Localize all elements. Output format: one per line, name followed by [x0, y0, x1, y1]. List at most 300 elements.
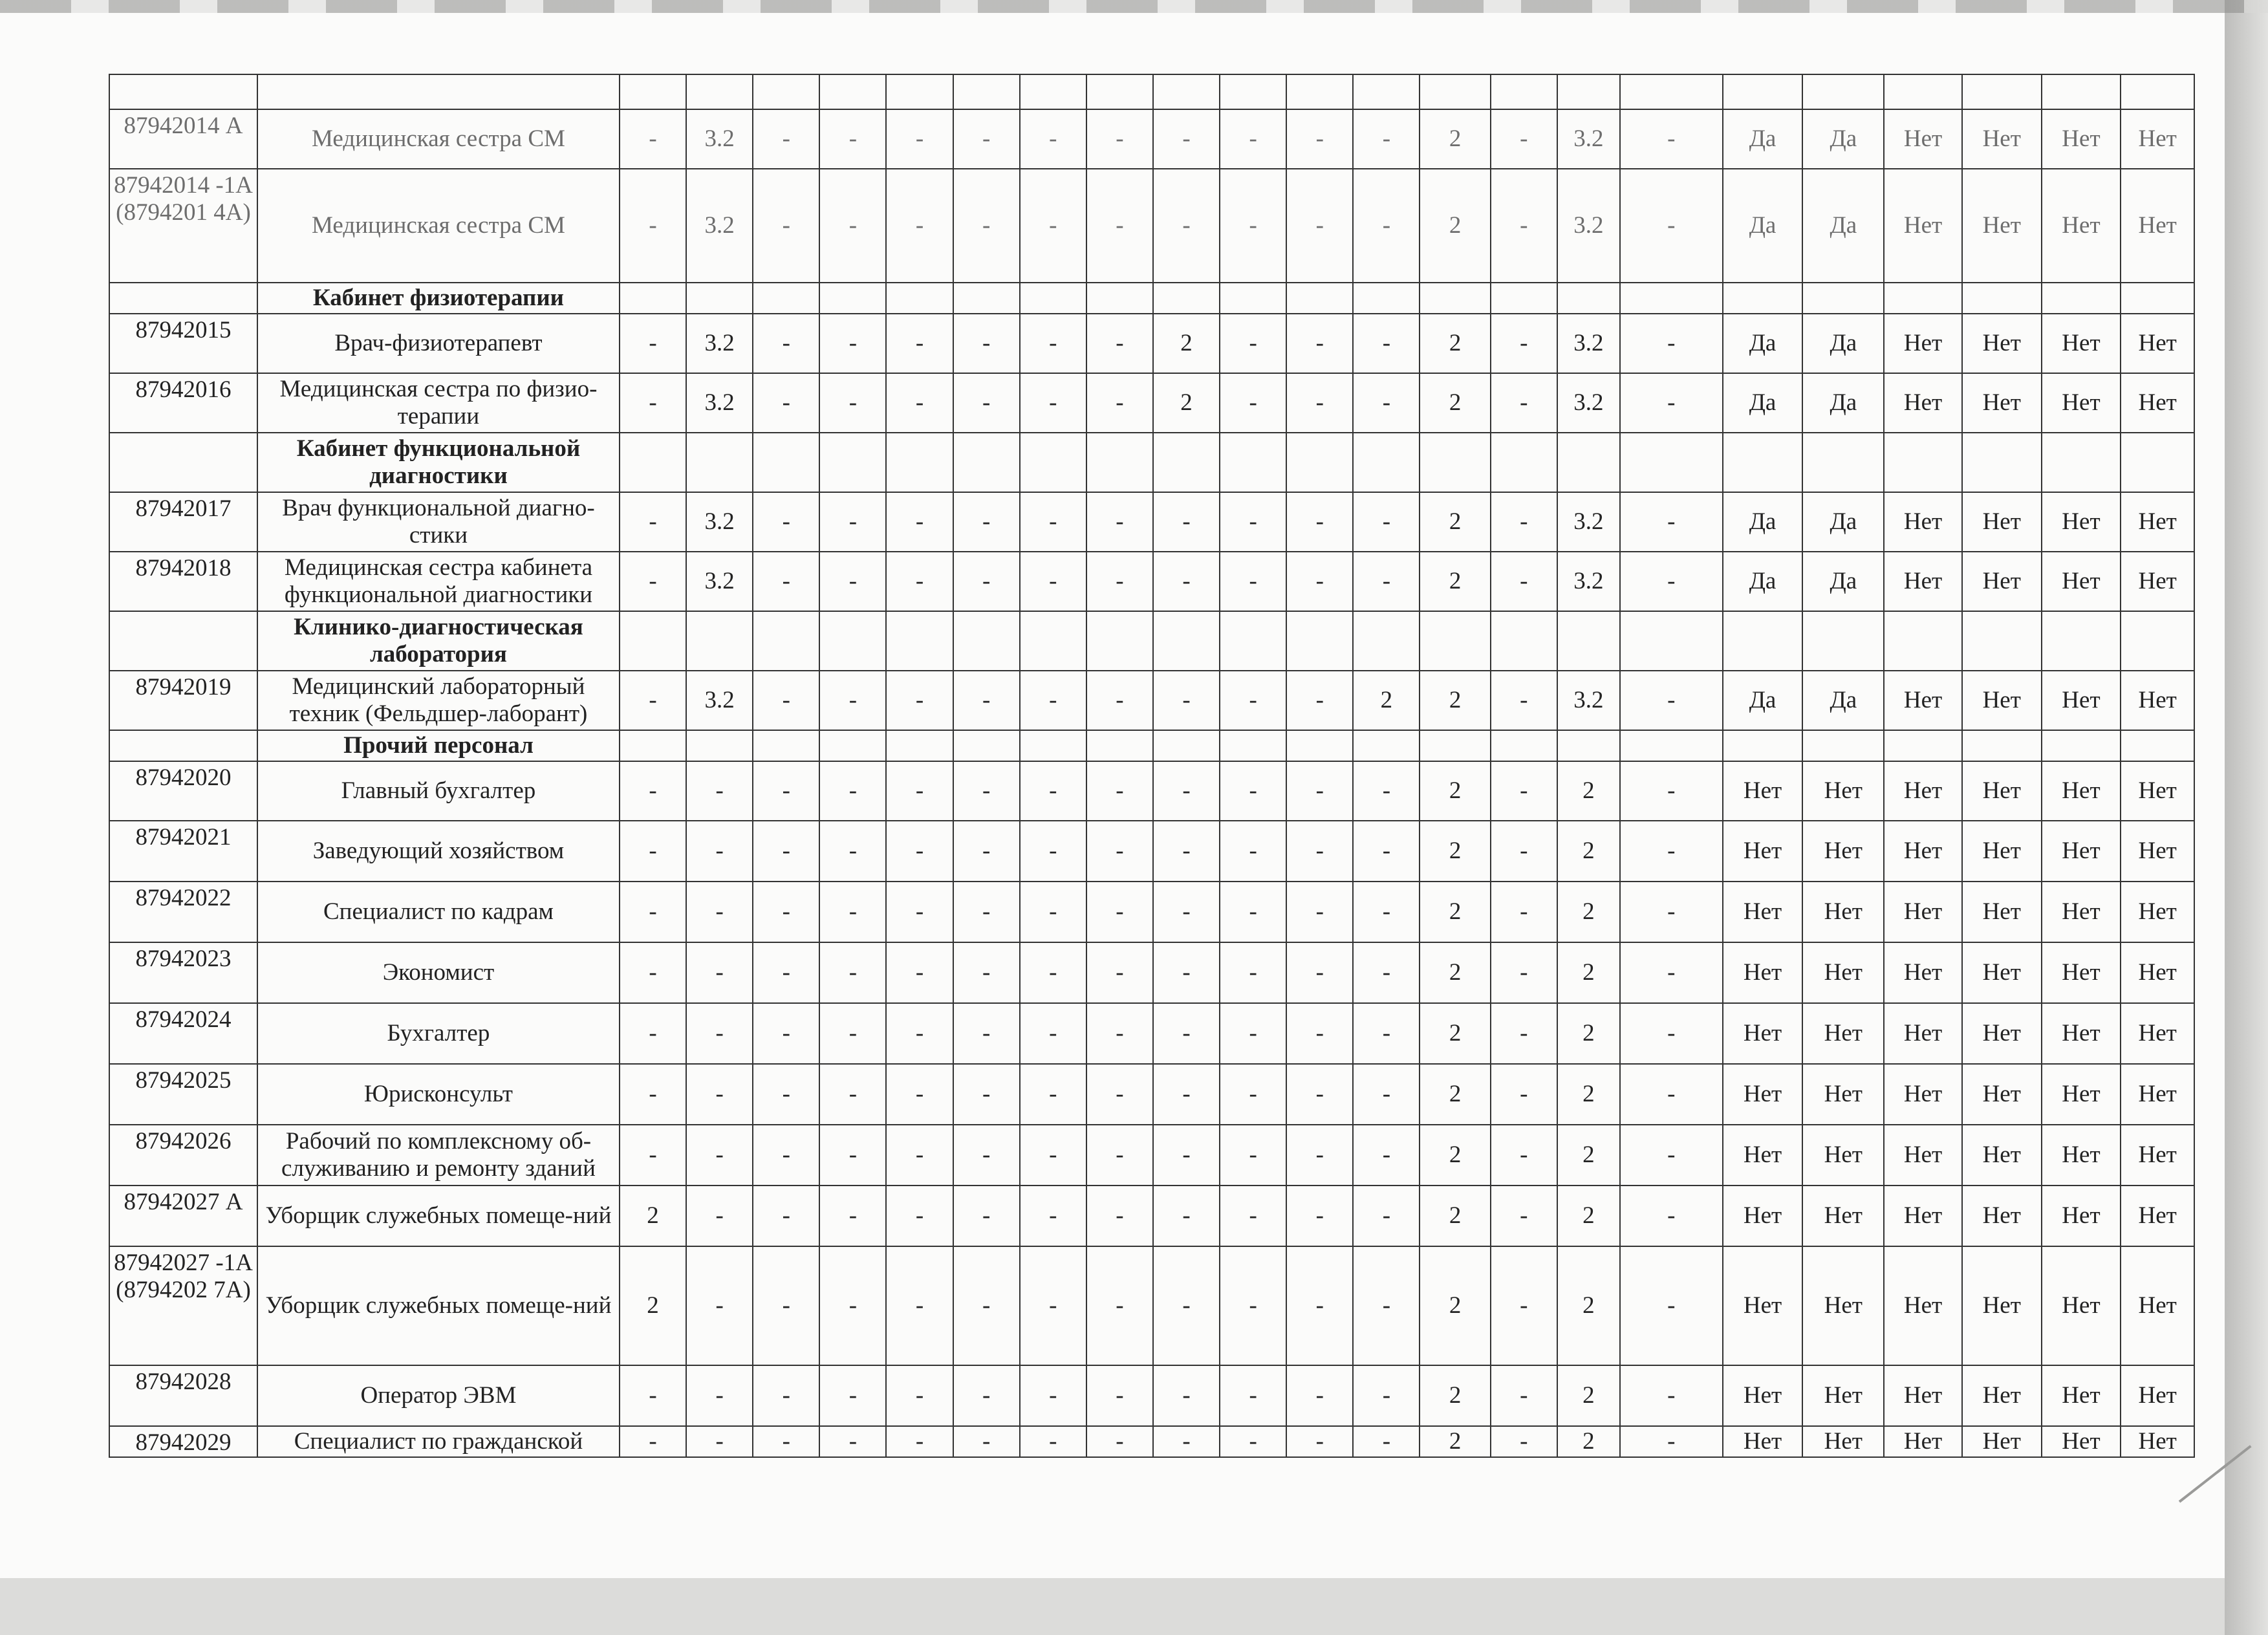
value-cell: Нет [1802, 1365, 1884, 1426]
value-cell: - [1086, 373, 1153, 433]
value-cell: - [620, 821, 686, 882]
value-cell: Нет [1802, 821, 1884, 882]
value-cell: 3.2 [1557, 552, 1620, 611]
value-cell [1086, 433, 1153, 492]
value-cell: - [819, 314, 886, 373]
value-cell: Нет [1802, 761, 1884, 821]
value-cell: Нет [2042, 1125, 2121, 1186]
value-cell [2042, 74, 2121, 109]
value-cell: - [1220, 314, 1286, 373]
value-cell [686, 74, 753, 109]
value-cell: - [1086, 109, 1153, 169]
value-cell: - [1220, 492, 1286, 552]
value-cell [1220, 611, 1286, 671]
value-cell [886, 611, 953, 671]
value-cell: - [1286, 821, 1353, 882]
workplace-code-cell: 87942027 А [109, 1186, 257, 1246]
table-row [109, 314, 2194, 373]
value-cell: - [1153, 109, 1220, 169]
value-cell: - [620, 492, 686, 552]
value-cell: Нет [2042, 671, 2121, 730]
value-cell: - [953, 373, 1020, 433]
value-cell: Нет [2121, 1246, 2194, 1365]
value-cell: - [753, 109, 819, 169]
value-cell: Нет [2121, 761, 2194, 821]
job-title-cell: Медицинская сестра СМ [257, 109, 620, 169]
value-cell: - [1353, 109, 1420, 169]
table-row [109, 552, 2194, 611]
value-cell: - [1020, 373, 1086, 433]
value-cell: Нет [1723, 1365, 1803, 1426]
value-cell: 3.2 [686, 314, 753, 373]
value-cell: - [1353, 1426, 1420, 1457]
value-cell: - [1286, 761, 1353, 821]
job-title-cell: Врач-физиотерапевт [257, 314, 620, 373]
value-cell: - [1353, 761, 1420, 821]
value-cell: Нет [1802, 1125, 1884, 1186]
value-cell: Нет [1802, 1064, 1884, 1125]
value-cell: 3.2 [1557, 109, 1620, 169]
value-cell: Нет [2042, 1186, 2121, 1246]
value-cell [2121, 611, 2194, 671]
value-cell [1557, 611, 1620, 671]
value-cell: - [1020, 1246, 1086, 1365]
table-row [109, 882, 2194, 942]
value-cell: - [1353, 882, 1420, 942]
value-cell [1802, 730, 1884, 761]
value-cell: - [1086, 761, 1153, 821]
value-cell: Нет [1884, 169, 1962, 283]
value-cell [1353, 74, 1420, 109]
value-cell: - [1086, 1003, 1153, 1064]
value-cell: 2 [1557, 1003, 1620, 1064]
value-cell [1557, 433, 1620, 492]
value-cell: - [953, 1003, 1020, 1064]
value-cell [1557, 730, 1620, 761]
value-cell [1220, 730, 1286, 761]
value-cell: Нет [1962, 1246, 2042, 1365]
value-cell: - [686, 1003, 753, 1064]
value-cell: - [1153, 169, 1220, 283]
value-cell: - [1286, 169, 1353, 283]
value-cell: 2 [1557, 1125, 1620, 1186]
value-cell: - [1620, 1064, 1723, 1125]
value-cell: - [1153, 1186, 1220, 1246]
value-cell: - [886, 492, 953, 552]
value-cell: - [1491, 942, 1557, 1003]
job-title-cell: Медицинская сестра СМ [257, 169, 620, 283]
value-cell [1353, 283, 1420, 314]
job-title-cell: Специалист по гражданской [257, 1426, 620, 1457]
value-cell: - [1153, 552, 1220, 611]
value-cell [1884, 74, 1962, 109]
value-cell: Нет [2121, 1426, 2194, 1457]
value-cell: Нет [2121, 552, 2194, 611]
value-cell: - [1620, 1125, 1723, 1186]
value-cell: 2 [1557, 882, 1620, 942]
value-cell: - [753, 1064, 819, 1125]
value-cell: - [1286, 1426, 1353, 1457]
value-cell: - [1020, 942, 1086, 1003]
section-header-row [109, 730, 2194, 761]
table-row [109, 671, 2194, 730]
value-cell: - [1286, 109, 1353, 169]
value-cell [1153, 74, 1220, 109]
value-cell: Нет [1802, 1246, 1884, 1365]
value-cell: - [953, 314, 1020, 373]
value-cell [1962, 433, 2042, 492]
value-cell: - [819, 1003, 886, 1064]
value-cell [1086, 74, 1153, 109]
value-cell: - [1153, 1426, 1220, 1457]
value-cell: Нет [2042, 552, 2121, 611]
value-cell: - [686, 821, 753, 882]
value-cell: - [886, 1365, 953, 1426]
value-cell: - [819, 1246, 886, 1365]
value-cell: - [819, 492, 886, 552]
value-cell: - [1353, 1003, 1420, 1064]
value-cell: - [886, 1125, 953, 1186]
value-cell [953, 283, 1020, 314]
value-cell [1491, 611, 1557, 671]
value-cell: - [620, 671, 686, 730]
value-cell: - [819, 1426, 886, 1457]
value-cell: Нет [1884, 761, 1962, 821]
table-row [109, 1426, 2194, 1457]
value-cell: - [953, 1246, 1020, 1365]
workplace-assessment-table [109, 74, 2195, 1458]
workplace-code-cell: 87942016 [109, 373, 257, 433]
value-cell: Нет [2121, 492, 2194, 552]
value-cell: - [1620, 1426, 1723, 1457]
value-cell: Нет [2042, 942, 2121, 1003]
value-cell [1723, 283, 1803, 314]
value-cell: 2 [1557, 1426, 1620, 1457]
value-cell: - [1220, 1246, 1286, 1365]
value-cell: Нет [2042, 492, 2121, 552]
value-cell: - [1620, 1365, 1723, 1426]
value-cell: - [1620, 821, 1723, 882]
value-cell: Да [1802, 373, 1884, 433]
value-cell [1353, 433, 1420, 492]
job-title-cell: Оператор ЭВМ [257, 1365, 620, 1426]
value-cell: 3.2 [1557, 373, 1620, 433]
value-cell: 2 [1420, 1003, 1490, 1064]
value-cell [1802, 433, 1884, 492]
value-cell [1491, 433, 1557, 492]
value-cell: Нет [2121, 1186, 2194, 1246]
value-cell: - [1153, 821, 1220, 882]
value-cell: - [1491, 314, 1557, 373]
workplace-code-cell [109, 611, 257, 671]
value-cell: Нет [1884, 1426, 1962, 1457]
workplace-code-cell: 87942021 [109, 821, 257, 882]
value-cell [1086, 730, 1153, 761]
value-cell [686, 730, 753, 761]
value-cell: - [1220, 1426, 1286, 1457]
value-cell [753, 611, 819, 671]
value-cell: Нет [1884, 671, 1962, 730]
workplace-code-cell [109, 283, 257, 314]
value-cell: - [1620, 492, 1723, 552]
table-row [109, 1246, 2194, 1365]
value-cell: Да [1802, 671, 1884, 730]
value-cell: - [686, 882, 753, 942]
value-cell: - [1020, 821, 1086, 882]
value-cell: 2 [620, 1246, 686, 1365]
value-cell: Нет [2121, 1125, 2194, 1186]
value-cell: - [620, 169, 686, 283]
value-cell: - [753, 1125, 819, 1186]
table-row [109, 109, 2194, 169]
value-cell: 3.2 [686, 373, 753, 433]
value-cell: 2 [1420, 492, 1490, 552]
value-cell: 3.2 [686, 671, 753, 730]
value-cell: - [953, 1186, 1020, 1246]
value-cell: Нет [1962, 1365, 2042, 1426]
value-cell: - [1491, 169, 1557, 283]
value-cell: - [953, 492, 1020, 552]
value-cell: Нет [1962, 169, 2042, 283]
value-cell: Нет [1723, 882, 1803, 942]
value-cell: - [1153, 671, 1220, 730]
value-cell: - [1220, 882, 1286, 942]
table-row [109, 821, 2194, 882]
value-cell: - [1220, 671, 1286, 730]
value-cell: - [1353, 1186, 1420, 1246]
value-cell: - [1491, 109, 1557, 169]
value-cell: Нет [1962, 314, 2042, 373]
value-cell: Нет [1962, 882, 2042, 942]
value-cell: - [1620, 109, 1723, 169]
value-cell: - [753, 671, 819, 730]
value-cell: Нет [1723, 821, 1803, 882]
table-row [109, 1186, 2194, 1246]
value-cell [1557, 283, 1620, 314]
value-cell: - [1020, 671, 1086, 730]
value-cell: - [753, 1426, 819, 1457]
value-cell: 2 [1153, 314, 1220, 373]
value-cell: - [953, 821, 1020, 882]
value-cell: - [1353, 552, 1420, 611]
value-cell: 2 [1420, 761, 1490, 821]
value-cell [1802, 283, 1884, 314]
value-cell: - [1620, 1003, 1723, 1064]
value-cell: - [1620, 761, 1723, 821]
value-cell: Нет [2121, 882, 2194, 942]
value-cell [1420, 611, 1490, 671]
value-cell [1620, 283, 1723, 314]
value-cell [819, 283, 886, 314]
value-cell [1723, 730, 1803, 761]
value-cell: Нет [1884, 1125, 1962, 1186]
value-cell: - [886, 109, 953, 169]
value-cell: - [686, 761, 753, 821]
value-cell: - [1286, 552, 1353, 611]
value-cell: - [819, 882, 886, 942]
value-cell [819, 730, 886, 761]
value-cell: Нет [1962, 552, 2042, 611]
value-cell: Да [1802, 552, 1884, 611]
section-header-row [109, 611, 2194, 671]
value-cell: Нет [1884, 1003, 1962, 1064]
value-cell: - [686, 1246, 753, 1365]
value-cell: - [753, 373, 819, 433]
value-cell: Нет [1723, 1186, 1803, 1246]
value-cell: - [886, 1246, 953, 1365]
value-cell [1020, 74, 1086, 109]
value-cell: 3.2 [1557, 314, 1620, 373]
value-cell [753, 433, 819, 492]
value-cell: - [1286, 373, 1353, 433]
value-cell: Нет [1723, 1125, 1803, 1186]
value-cell: Нет [1723, 761, 1803, 821]
value-cell: 2 [1557, 1064, 1620, 1125]
value-cell: 2 [1420, 671, 1490, 730]
value-cell: - [819, 761, 886, 821]
value-cell: - [1620, 1186, 1723, 1246]
workplace-code-cell [109, 730, 257, 761]
value-cell: Нет [1802, 1186, 1884, 1246]
value-cell: - [886, 1064, 953, 1125]
value-cell [2042, 611, 2121, 671]
value-cell: - [1286, 1003, 1353, 1064]
table-row [109, 492, 2194, 552]
value-cell: - [886, 942, 953, 1003]
value-cell: 2 [1557, 821, 1620, 882]
value-cell: - [1020, 882, 1086, 942]
value-cell: - [753, 1186, 819, 1246]
value-cell: - [1220, 761, 1286, 821]
value-cell: - [1153, 492, 1220, 552]
value-cell: - [1491, 761, 1557, 821]
value-cell: - [753, 1003, 819, 1064]
value-cell: - [686, 1365, 753, 1426]
value-cell [1086, 283, 1153, 314]
value-cell [1491, 283, 1557, 314]
value-cell: - [1086, 314, 1153, 373]
value-cell: - [753, 1365, 819, 1426]
value-cell: - [1086, 821, 1153, 882]
value-cell: - [1020, 1125, 1086, 1186]
value-cell: - [1491, 821, 1557, 882]
value-cell: - [1220, 1003, 1286, 1064]
workplace-code-cell: 87942015 [109, 314, 257, 373]
value-cell: Да [1723, 169, 1803, 283]
value-cell: - [1020, 761, 1086, 821]
value-cell [1420, 433, 1490, 492]
value-cell: - [753, 761, 819, 821]
value-cell: - [886, 314, 953, 373]
value-cell [1153, 283, 1220, 314]
value-cell: Да [1723, 373, 1803, 433]
value-cell: Нет [2121, 109, 2194, 169]
table-row [109, 169, 2194, 283]
value-cell: - [753, 314, 819, 373]
value-cell [1620, 74, 1723, 109]
value-cell: - [1153, 1246, 1220, 1365]
value-cell: - [819, 373, 886, 433]
value-cell: 2 [1420, 552, 1490, 611]
value-cell: Нет [1884, 492, 1962, 552]
value-cell: - [1491, 373, 1557, 433]
value-cell [753, 730, 819, 761]
value-cell: Нет [1884, 942, 1962, 1003]
value-cell [1420, 74, 1490, 109]
value-cell: Нет [2121, 942, 2194, 1003]
value-cell [1020, 730, 1086, 761]
value-cell [886, 74, 953, 109]
value-cell: 2 [1353, 671, 1420, 730]
value-cell [953, 433, 1020, 492]
value-cell: - [1220, 169, 1286, 283]
value-cell [1286, 283, 1353, 314]
section-header-row [109, 433, 2194, 492]
value-cell: Нет [1884, 882, 1962, 942]
section-title: Кабинет физиотерапии [257, 283, 620, 314]
value-cell: 3.2 [1557, 169, 1620, 283]
value-cell [1020, 611, 1086, 671]
value-cell [1962, 283, 2042, 314]
value-cell [1020, 283, 1086, 314]
value-cell: Нет [2042, 1064, 2121, 1125]
value-cell: - [819, 1064, 886, 1125]
value-cell: 3.2 [1557, 492, 1620, 552]
job-title-cell: Уборщик служебных помеще-ний [257, 1186, 620, 1246]
value-cell: - [953, 942, 1020, 1003]
value-cell: - [1620, 671, 1723, 730]
value-cell: Нет [2042, 314, 2121, 373]
value-cell: - [753, 882, 819, 942]
value-cell [1220, 283, 1286, 314]
value-cell: - [1220, 1125, 1286, 1186]
value-cell: - [1220, 1186, 1286, 1246]
value-cell [1723, 433, 1803, 492]
value-cell: Нет [2121, 821, 2194, 882]
value-cell: - [620, 1125, 686, 1186]
value-cell: - [1620, 314, 1723, 373]
value-cell: - [1286, 1125, 1353, 1186]
value-cell: Нет [1884, 1186, 1962, 1246]
value-cell: - [620, 942, 686, 1003]
job-title-cell: Уборщик служебных помеще-ний [257, 1246, 620, 1365]
value-cell: - [1220, 552, 1286, 611]
value-cell [1420, 730, 1490, 761]
value-cell: 2 [1420, 373, 1490, 433]
value-cell: 2 [1420, 882, 1490, 942]
value-cell [686, 611, 753, 671]
value-cell: Нет [2042, 761, 2121, 821]
workplace-code-cell: 87942022 [109, 882, 257, 942]
value-cell: - [1620, 169, 1723, 283]
value-cell: - [1491, 1186, 1557, 1246]
value-cell [1491, 74, 1557, 109]
value-cell: - [1220, 1365, 1286, 1426]
value-cell: Нет [1962, 942, 2042, 1003]
value-cell: Нет [2042, 1003, 2121, 1064]
job-title-cell: Медицинский лабораторный техник (Фельдшер-лаборант) [257, 671, 620, 730]
value-cell [2121, 730, 2194, 761]
value-cell: - [753, 552, 819, 611]
value-cell: - [1491, 1125, 1557, 1186]
value-cell [1723, 611, 1803, 671]
value-cell: - [819, 1125, 886, 1186]
value-cell: 2 [1420, 1246, 1490, 1365]
value-cell [686, 433, 753, 492]
value-cell: - [753, 169, 819, 283]
value-cell: - [1086, 169, 1153, 283]
value-cell: - [1220, 109, 1286, 169]
